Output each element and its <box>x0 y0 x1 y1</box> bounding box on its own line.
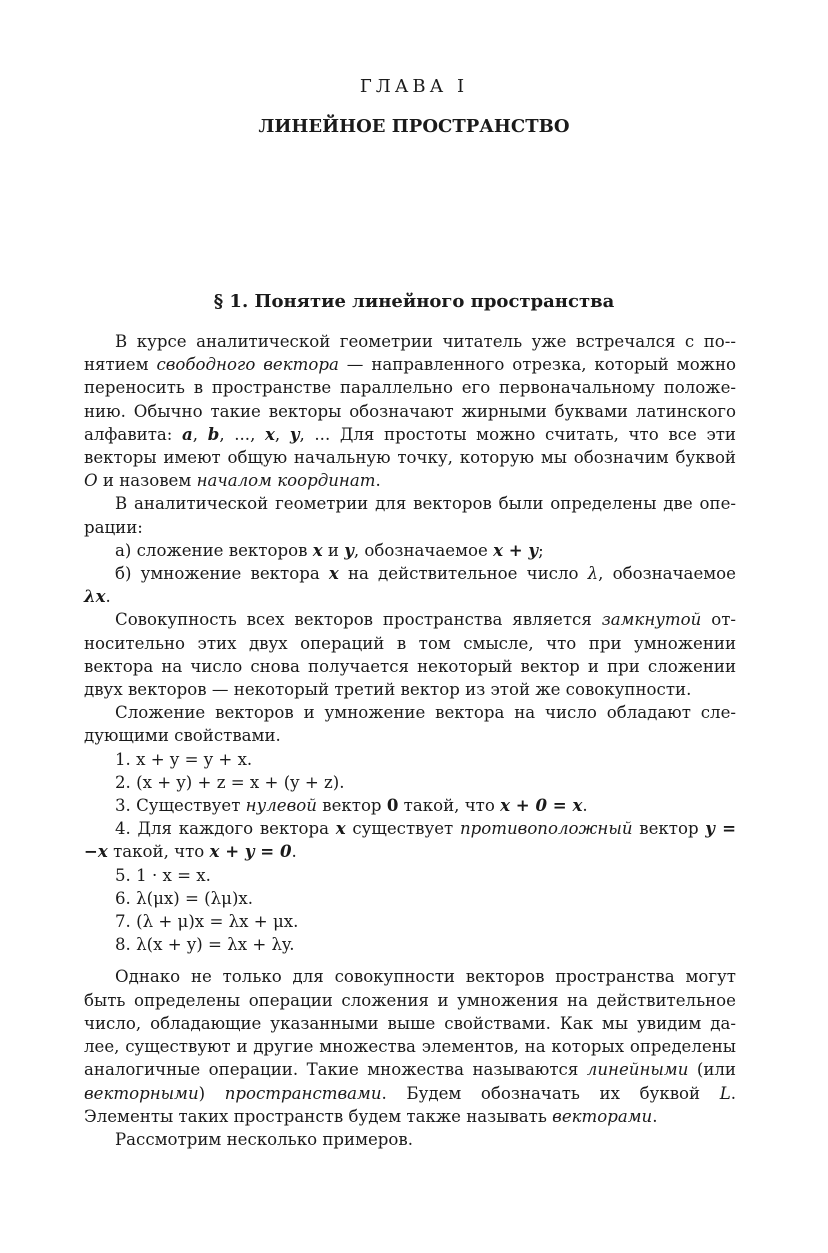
text-run: . <box>375 471 381 491</box>
text-run: , ..., <box>219 424 265 444</box>
term-closed: замкнутой <box>601 610 702 630</box>
property-5: 5. 1 · x = x. <box>115 865 211 885</box>
text-run: ; <box>538 540 544 560</box>
term-opposite: противоположный <box>459 819 633 839</box>
vector-symbol: y <box>344 539 354 560</box>
text-run: — направленного отрезка, который можно переносить в пространстве параллельно его первоначальному положению. Обычно такие векторы обозначают жирными буквами латинского алфавита: <box>84 355 736 444</box>
paragraph-examples: Рассмотрим несколько примеров. <box>115 1129 414 1149</box>
term-free-vector: свободного вектора <box>156 355 339 375</box>
property-4 <box>84 817 736 863</box>
section-title: § 1. Понятие линейного пространства <box>213 291 615 312</box>
operation-scalar-multiplication <box>84 562 736 608</box>
paragraph-closure <box>84 608 736 701</box>
text-run: . <box>291 842 297 862</box>
text-run: 4. Для каждого вектора <box>115 819 336 839</box>
text-run: , <box>274 424 290 444</box>
paragraph-properties-intro: Сложение векторов и умножение вектора на число обладают следующими свойствами. <box>84 703 736 746</box>
property-3 <box>84 794 736 817</box>
term-linear: линейными <box>586 1060 689 1080</box>
body-text <box>84 330 736 1151</box>
text-run: и назовем <box>97 471 197 491</box>
property-7: 7. (λ + μ)x = λx + μx. <box>115 912 299 932</box>
property-2: 2. (x + y) + z = x + (y + z). <box>115 772 345 792</box>
term-vectors: векторами <box>552 1106 653 1126</box>
text-run: на действительное число <box>338 564 588 584</box>
chapter-label: ГЛАВА I <box>359 76 469 97</box>
text-run: такой, что <box>107 842 210 862</box>
term-origin: началом координат <box>196 471 376 491</box>
vector-symbol: y <box>289 423 300 444</box>
paragraph-operations: В аналитической геометрии для векторов были определены две операции: <box>84 494 736 537</box>
vector-symbol: b <box>207 423 220 444</box>
text-run: , обозначаемое <box>598 564 736 584</box>
text-run: . <box>582 796 588 816</box>
vector-symbol: x <box>312 539 323 560</box>
term-spaces: пространствами <box>224 1083 382 1103</box>
property-6: 6. λ(μx) = (λμ)x. <box>115 888 254 908</box>
math-symbol: λ <box>587 564 599 584</box>
text-run: , <box>192 424 208 444</box>
text-run: а) сложение векторов <box>115 540 313 560</box>
text-run: , обозначаемое <box>353 540 494 560</box>
text-run: В курсе аналитической геометрии читатель уже встречался с по-нятием <box>84 332 736 375</box>
math-symbol: L <box>719 1083 731 1103</box>
paragraph-linear-spaces <box>84 965 736 1127</box>
vector-symbol: 0 <box>386 795 399 816</box>
vector-symbol: a <box>182 423 193 444</box>
text-run: (или <box>688 1060 736 1080</box>
text-run: вектор <box>316 796 387 816</box>
text-run: . Элементы таких пространств будем также называть <box>84 1083 736 1126</box>
text-run: . <box>652 1106 658 1126</box>
formula: x + y = 0 <box>209 841 292 862</box>
text-run: такой, что <box>398 796 501 816</box>
text-run: . Будем обозначать их буквой <box>381 1083 720 1103</box>
vector-symbol: x <box>328 563 339 584</box>
text-run: Совокупность всех векторов пространства является <box>115 610 602 630</box>
text-run: вектор <box>632 819 706 839</box>
vector-symbol: x <box>265 423 275 444</box>
formula: x + y <box>493 539 539 560</box>
text-run: относительно этих двух операций в том смысле, что при умножении вектора на число снова получается некоторый вектор и при сложении двух векторов — некоторый третий вектор из этой же совокупности. <box>84 610 736 700</box>
property-8: 8. λ(x + y) = λx + λy. <box>115 935 295 955</box>
property-1: 1. x + y = y + x. <box>115 749 253 769</box>
formula: λx <box>84 586 106 607</box>
operation-addition <box>84 539 736 562</box>
text-run: существует <box>345 819 460 839</box>
text-run: и <box>322 540 345 560</box>
chapter-title: ЛИНЕЙНОЕ ПРОСТРАНСТВО <box>258 116 570 137</box>
text-run: ) <box>198 1083 225 1103</box>
text-run: б) умножение вектора <box>115 564 329 584</box>
text-run: 3. Существует <box>115 796 246 816</box>
term-vector: векторными <box>84 1083 199 1103</box>
vector-symbol: x <box>335 818 346 839</box>
text-run: Однако не только для совокупности векторов пространства могут быть определены операции сложения и умножения на действительное число, обладающие указанными выше свойствами. Как мы увидим далее, существуют и другие множества элементов, на которых определены аналогичные операции. Такие множества называются <box>84 967 736 1080</box>
math-symbol: O <box>84 471 98 491</box>
formula: y = −x <box>84 818 737 862</box>
text-run: , ... Для простоты можно считать, что все эти векторы имеют общую начальную точку, которую мы обозначим буквой <box>84 424 736 468</box>
formula: x + 0 = x <box>500 795 583 816</box>
paragraph-intro <box>84 330 736 492</box>
term-zero: нулевой <box>245 796 317 816</box>
text-run: . <box>105 587 111 607</box>
